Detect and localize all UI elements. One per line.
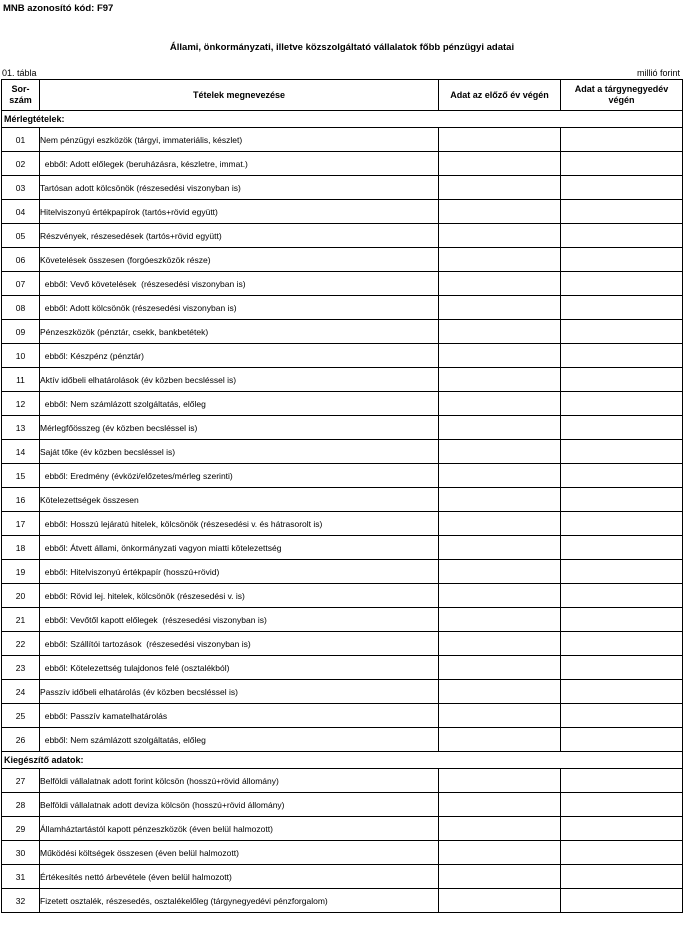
row-number: 17	[2, 512, 40, 536]
table-row	[2, 272, 683, 296]
table-row	[2, 152, 683, 176]
table-row	[2, 728, 683, 752]
prev-value-cell[interactable]	[439, 488, 561, 512]
table-label: 01. tábla	[2, 68, 37, 78]
row-number: 08	[2, 296, 40, 320]
curr-value-cell[interactable]	[561, 817, 683, 841]
row-label: ebből: Adott előlegek (beruházásra, készletre, immat.)	[40, 152, 439, 176]
curr-value-cell[interactable]	[561, 560, 683, 584]
row-number: 20	[2, 584, 40, 608]
header-name: Tételek megnevezése	[40, 80, 439, 111]
curr-value-cell[interactable]	[561, 584, 683, 608]
row-label: ebből: Passzív kamatelhatárolás	[40, 704, 439, 728]
prev-value-cell[interactable]	[439, 464, 561, 488]
row-label: ebből: Nem számlázott szolgáltatás, előleg	[40, 392, 439, 416]
table-row	[2, 512, 683, 536]
curr-value-cell[interactable]	[561, 608, 683, 632]
row-number: 25	[2, 704, 40, 728]
curr-value-cell[interactable]	[561, 680, 683, 704]
row-label: ebből: Szállítói tartozások (részesedési viszonyban is)	[40, 632, 439, 656]
row-number: 26	[2, 728, 40, 752]
table-header-row	[2, 80, 683, 111]
row-number: 12	[2, 392, 40, 416]
row-label: ebből: Rövid lej. hitelek, kölcsönök (részesedési v. is)	[40, 584, 439, 608]
curr-value-cell[interactable]	[561, 841, 683, 865]
table-row	[2, 560, 683, 584]
row-label: Államháztartástól kapott pénzeszközök (éven belül halmozott)	[40, 817, 439, 841]
header-curr: Adat a tárgynegyedév végén	[561, 80, 683, 111]
row-number: 13	[2, 416, 40, 440]
row-label: Működési költségek összesen (éven belül halmozott)	[40, 841, 439, 865]
table-row	[2, 841, 683, 865]
prev-value-cell[interactable]	[439, 320, 561, 344]
table-row	[2, 889, 683, 913]
section-title: Kiegészítő adatok:	[2, 752, 683, 769]
table-row	[2, 769, 683, 793]
curr-value-cell[interactable]	[561, 320, 683, 344]
row-number: 09	[2, 320, 40, 344]
prev-value-cell[interactable]	[439, 889, 561, 913]
row-label: ebből: Átvett állami, önkormányzati vagyon miatti kötelezettség	[40, 536, 439, 560]
prev-value-cell[interactable]	[439, 793, 561, 817]
header-prev: Adat az előző év végén	[439, 80, 561, 111]
row-label: ebből: Hitelviszonyú értékpapír (hosszú+rövid)	[40, 560, 439, 584]
curr-value-cell[interactable]	[561, 440, 683, 464]
row-number: 03	[2, 176, 40, 200]
curr-value-cell[interactable]	[561, 224, 683, 248]
row-number: 21	[2, 608, 40, 632]
table-row	[2, 817, 683, 841]
section-row	[2, 752, 683, 769]
table-row	[2, 632, 683, 656]
curr-value-cell[interactable]	[561, 344, 683, 368]
row-number: 27	[2, 769, 40, 793]
curr-value-cell[interactable]	[561, 368, 683, 392]
prev-value-cell[interactable]	[439, 728, 561, 752]
table-row	[2, 416, 683, 440]
prev-value-cell[interactable]	[439, 368, 561, 392]
prev-value-cell[interactable]	[439, 344, 561, 368]
table-row	[2, 865, 683, 889]
row-label: ebből: Vevőtől kapott előlegek (részesedési viszonyban is)	[40, 608, 439, 632]
table-row	[2, 440, 683, 464]
section-row	[2, 111, 683, 128]
prev-value-cell[interactable]	[439, 440, 561, 464]
row-number: 06	[2, 248, 40, 272]
curr-value-cell[interactable]	[561, 632, 683, 656]
curr-value-cell[interactable]	[561, 704, 683, 728]
curr-value-cell[interactable]	[561, 769, 683, 793]
row-label: ebből: Vevő követelések (részesedési viszonyban is)	[40, 272, 439, 296]
prev-value-cell[interactable]	[439, 817, 561, 841]
prev-value-cell[interactable]	[439, 224, 561, 248]
row-label: ebből: Nem számlázott szolgáltatás, előleg	[40, 728, 439, 752]
curr-value-cell[interactable]	[561, 865, 683, 889]
curr-value-cell[interactable]	[561, 176, 683, 200]
row-number: 32	[2, 889, 40, 913]
table-row	[2, 296, 683, 320]
prev-value-cell[interactable]	[439, 608, 561, 632]
curr-value-cell[interactable]	[561, 392, 683, 416]
curr-value-cell[interactable]	[561, 464, 683, 488]
row-number: 15	[2, 464, 40, 488]
table-row	[2, 248, 683, 272]
prev-value-cell[interactable]	[439, 632, 561, 656]
row-label: Belföldi vállalatnak adott forint kölcsön (hosszú+rövid állomány)	[40, 769, 439, 793]
row-label: Mérlegfőösszeg (év közben becsléssel is)	[40, 416, 439, 440]
prev-value-cell[interactable]	[439, 769, 561, 793]
curr-value-cell[interactable]	[561, 272, 683, 296]
prev-value-cell[interactable]	[439, 176, 561, 200]
prev-value-cell[interactable]	[439, 656, 561, 680]
row-number: 29	[2, 817, 40, 841]
row-number: 19	[2, 560, 40, 584]
row-number: 18	[2, 536, 40, 560]
prev-value-cell[interactable]	[439, 584, 561, 608]
row-number: 30	[2, 841, 40, 865]
document-title: Állami, önkormányzati, illetve közszolgáltató vállalatok főbb pénzügyi adatai	[169, 42, 515, 53]
prev-value-cell[interactable]	[439, 248, 561, 272]
row-number: 11	[2, 368, 40, 392]
prev-value-cell[interactable]	[439, 392, 561, 416]
row-label: Részvények, részesedések (tartós+rövid együtt)	[40, 224, 439, 248]
curr-value-cell[interactable]	[561, 128, 683, 152]
curr-value-cell[interactable]	[561, 889, 683, 913]
row-number: 10	[2, 344, 40, 368]
row-number: 31	[2, 865, 40, 889]
prev-value-cell[interactable]	[439, 152, 561, 176]
table-row	[2, 224, 683, 248]
row-number: 02	[2, 152, 40, 176]
row-number: 01	[2, 128, 40, 152]
table-row	[2, 200, 683, 224]
table-row	[2, 536, 683, 560]
row-label: Hitelviszonyú értékpapírok (tartós+rövid együtt)	[40, 200, 439, 224]
table-row	[2, 584, 683, 608]
section-title: Mérlegtételek:	[2, 111, 683, 128]
table-row	[2, 656, 683, 680]
row-label: ebből: Adott kölcsönök (részesedési viszonyban is)	[40, 296, 439, 320]
row-number: 23	[2, 656, 40, 680]
row-number: 14	[2, 440, 40, 464]
prev-value-cell[interactable]	[439, 704, 561, 728]
row-label: Követelések összesen (forgóeszközök része)	[40, 248, 439, 272]
prev-value-cell[interactable]	[439, 536, 561, 560]
row-label: Kötelezettségek összesen	[40, 488, 439, 512]
prev-value-cell[interactable]	[439, 200, 561, 224]
row-label: ebből: Kötelezettség tulajdonos felé (osztalékból)	[40, 656, 439, 680]
table-row	[2, 368, 683, 392]
row-label: ebből: Készpénz (pénztár)	[40, 344, 439, 368]
prev-value-cell[interactable]	[439, 560, 561, 584]
row-number: 07	[2, 272, 40, 296]
row-label: Tartósan adott kölcsönök (részesedési viszonyban is)	[40, 176, 439, 200]
curr-value-cell[interactable]	[561, 152, 683, 176]
table-row	[2, 392, 683, 416]
row-label: Belföldi vállalatnak adott deviza kölcsön (hosszú+rövid állomány)	[40, 793, 439, 817]
row-label: Fizetett osztalék, részesedés, osztalékelőleg (tárgynegyedévi pénzforgalom)	[40, 889, 439, 913]
curr-value-cell[interactable]	[561, 488, 683, 512]
prev-value-cell[interactable]	[439, 841, 561, 865]
table-row	[2, 176, 683, 200]
row-label: Passzív időbeli elhatárolás (év közben becsléssel is)	[40, 680, 439, 704]
table-row	[2, 680, 683, 704]
prev-value-cell[interactable]	[439, 680, 561, 704]
curr-value-cell[interactable]	[561, 656, 683, 680]
curr-value-cell[interactable]	[561, 416, 683, 440]
row-label: Nem pénzügyi eszközök (tárgyi, immateriális, készlet)	[40, 128, 439, 152]
table-row	[2, 704, 683, 728]
row-number: 22	[2, 632, 40, 656]
prev-value-cell[interactable]	[439, 272, 561, 296]
row-label: ebből: Hosszú lejáratú hitelek, kölcsönök (részesedési v. és hátrasorolt is)	[40, 512, 439, 536]
row-label: Saját tőke (év közben becsléssel is)	[40, 440, 439, 464]
table-row	[2, 320, 683, 344]
row-number: 04	[2, 200, 40, 224]
form-code: MNB azonosító kód: F97	[3, 3, 114, 14]
row-label: ebből: Eredmény (évközi/előzetes/mérleg szerinti)	[40, 464, 439, 488]
curr-value-cell[interactable]	[561, 200, 683, 224]
prev-value-cell[interactable]	[439, 296, 561, 320]
prev-value-cell[interactable]	[439, 128, 561, 152]
table-row	[2, 464, 683, 488]
table-row	[2, 793, 683, 817]
table-row	[2, 128, 683, 152]
curr-value-cell[interactable]	[561, 512, 683, 536]
curr-value-cell[interactable]	[561, 296, 683, 320]
row-label: Értékesítés nettó árbevétele (éven belül halmozott)	[40, 865, 439, 889]
row-number: 24	[2, 680, 40, 704]
row-label: Pénzeszközök (pénztár, csekk, bankbetétek)	[40, 320, 439, 344]
row-number: 05	[2, 224, 40, 248]
unit-label: millió forint	[636, 68, 680, 78]
table-row	[2, 344, 683, 368]
prev-value-cell[interactable]	[439, 865, 561, 889]
prev-value-cell[interactable]	[439, 512, 561, 536]
data-table	[1, 79, 683, 913]
row-number: 16	[2, 488, 40, 512]
header-serial: Sor- szám	[2, 80, 40, 111]
prev-value-cell[interactable]	[439, 416, 561, 440]
curr-value-cell[interactable]	[561, 793, 683, 817]
table-row	[2, 608, 683, 632]
curr-value-cell[interactable]	[561, 536, 683, 560]
curr-value-cell[interactable]	[561, 728, 683, 752]
row-number: 28	[2, 793, 40, 817]
row-label: Aktív időbeli elhatárolások (év közben becsléssel is)	[40, 368, 439, 392]
table-row	[2, 488, 683, 512]
curr-value-cell[interactable]	[561, 248, 683, 272]
